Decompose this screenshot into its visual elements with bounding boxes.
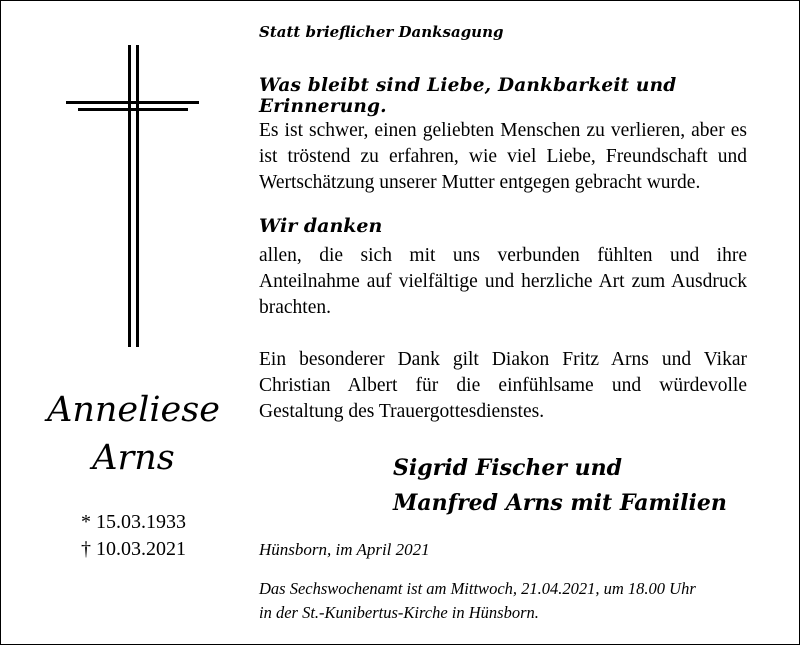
birth-date: * 15.03.1933 (81, 511, 186, 533)
thanks-body: allen, die sich mit uns verbunden fühlten und ihre Anteilnahme auf vielfältige und herzliche Art zum Ausdruck brachten. (259, 245, 747, 318)
motto: Was bleibt sind Liebe, Dankbarkeit und Erinnerung. (259, 75, 677, 117)
signer-line-1: Sigrid Fischer und (393, 455, 622, 481)
mass-notice-line-2: in der St.-Kunibertus-Kirche in Hünsborn. (259, 603, 539, 622)
mass-notice-line-1: Das Sechswochenamt ist am Mittwoch, 21.04.2021, um 18.00 Uhr (259, 579, 696, 598)
deceased-first-name: Anneliese (47, 390, 220, 430)
signer-line-2: Manfred Arns mit Familien (393, 490, 727, 516)
thanks-heading: Wir danken (259, 215, 383, 237)
paragraph-special-thanks: Ein besonderer Dank gilt Diakon Fritz Arns und Vikar Christian Albert für die einfühlsame und würdevolle Gestaltung des Trauergottesdienstes. (259, 349, 747, 422)
paragraph-gratitude: Es ist schwer, einen geliebten Menschen zu verlieren, aber es ist tröstend zu erfahren, wie viel Liebe, Freundschaft und Wertschätzung unserer Mutter entgegen gebracht wurde. (259, 120, 747, 193)
deceased-last-name: Arns (92, 438, 175, 478)
death-date: † 10.03.2021 (81, 538, 186, 560)
place-date: Hünsborn, im April 2021 (259, 540, 430, 559)
intro-line: Statt brieflicher Danksagung (259, 23, 504, 41)
